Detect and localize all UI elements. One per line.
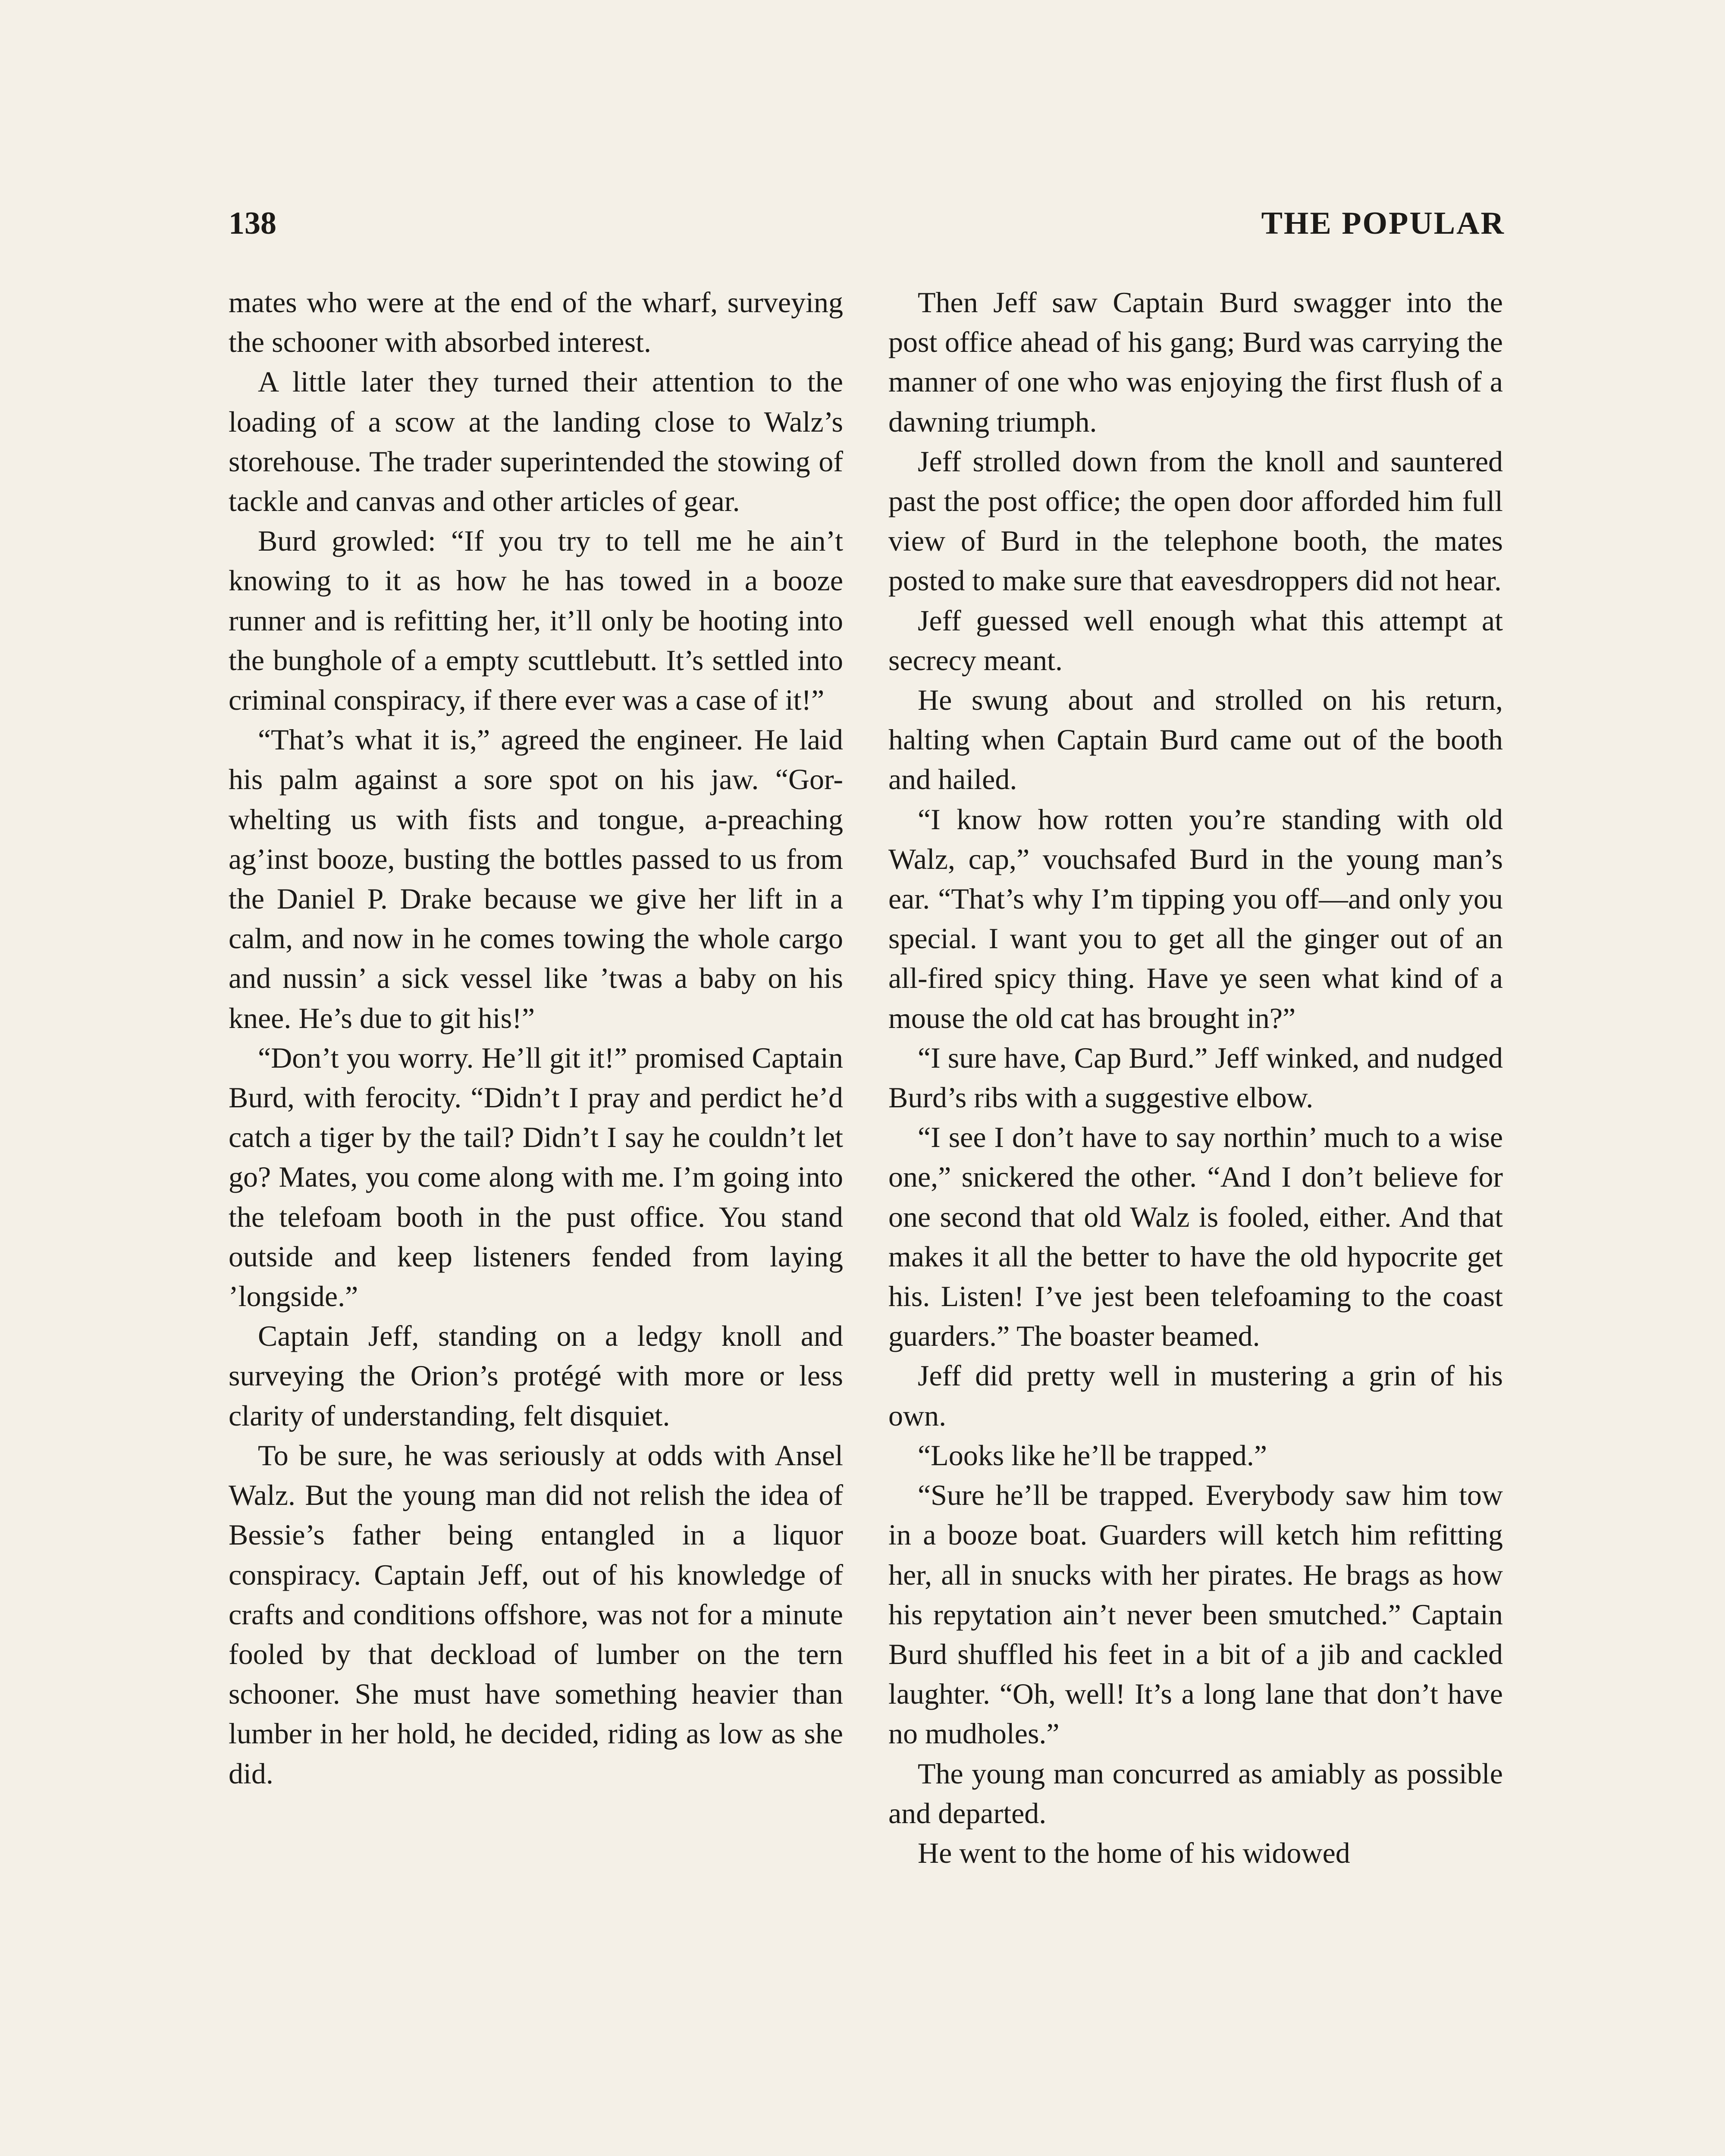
paragraph: To be sure, he was seriously at odds with Ansel Walz. But the young man did not relish the idea of Bessie’s father being entangled in a liquor conspiracy. Captain Jeff, out of his knowledge of crafts and conditions offshore, was not for a minute fooled by that deckload of lumber on the tern schooner. She must have something heavier than lumber in her hold, he decided, riding as low as she did. bbox=[229, 1438, 843, 1790]
paragraph: Then Jeff saw Captain Burd swagger into the post office ahead of his gang; Burd was carrying the manner of one who was enjoying the first flush of a dawning triumph. bbox=[888, 286, 1503, 438]
paragraph: Burd growled: “If you try to tell me he ain’t knowing to it as how he has towed in a booze runner and is refitting her, it’ll only be hooting into the bunghole of a empty scuttlebutt. It’s settled into criminal conspiracy, if there ever was a case of it!” bbox=[229, 524, 843, 717]
paragraph: A little later they turned their attention to the loading of a scow at the landing close to Walz’s storehouse. The trader superintended the stowing of tackle and canvas and other articles of gear. bbox=[229, 365, 843, 518]
left-column bbox=[229, 282, 843, 1793]
page-header bbox=[229, 205, 1505, 244]
paragraph: He swung about and strolled on his return, halting when Captain Burd came out of the booth and hailed. bbox=[888, 683, 1503, 796]
paragraph: “I sure have, Cap Burd.” Jeff winked, and nudged Burd’s ribs with a suggestive elbow. bbox=[888, 1041, 1503, 1114]
paragraph: “Sure he’ll be trapped. Everybody saw him tow in a booze boat. Guarders will ketch him refitting her, all in snucks with her pirates. He brags as how his repytation ain’t never been smutched.” Captain Burd shuffled his feet in a bit of a jib and cackled laughter. “Oh, well! It’s a long lane that don’t have no mudholes.” bbox=[888, 1479, 1503, 1750]
paragraph: “Don’t you worry. He’ll git it!” promised Captain Burd, with ferocity. “Didn’t I pray and perdict he’d catch a tiger by the tail? Didn’t I say he couldn’t let go? Mates, you come along with me. I’m going into the telefoam booth in the pust office. You stand outside and keep listeners fended from laying ’longside.” bbox=[229, 1041, 843, 1313]
paragraph: Jeff guessed well enough what this attempt at secrecy meant. bbox=[888, 604, 1503, 677]
paragraph: “That’s what it is,” agreed the engineer. He laid his palm against a sore spot on his jaw. “Gor-whelting us with fists and tongue, a-preaching ag’inst booze, busting the bottles passed to us from the Daniel P. Drake because we give her lift in a calm, and now in he comes towing the whole cargo and nussin’ a sick vessel like ’twas a baby on his knee. He’s due to git his!” bbox=[229, 723, 843, 1034]
paragraph: “I see I don’t have to say northin’ much to a wise one,” snickered the other. “And I don’t believe for one second that old Walz is fooled, either. And that makes it all the better to have the old hypocrite get his. Listen! I’ve jest been telefoaming to the coast guarders.” The boaster beamed. bbox=[888, 1121, 1503, 1353]
paragraph: The young man concurred as amiably as possible and departed. bbox=[888, 1757, 1503, 1830]
paragraph: Captain Jeff, standing on a ledgy knoll and surveying the Orion’s protégé with more or less clarity of understanding, felt disquiet. bbox=[229, 1319, 843, 1432]
paragraph: mates who were at the end of the wharf, surveying the schooner with absorbed interest. bbox=[229, 286, 843, 359]
right-column bbox=[888, 282, 1503, 1873]
paragraph: “Looks like he’ll be trapped.” bbox=[918, 1438, 1267, 1472]
paragraph: “I know how rotten you’re standing with old Walz, cap,” vouchsafed Burd in the young man’s ear. “That’s why I’m tipping you off—and only you special. I want you to get all the ginger out of an all-fired spicy thing. Have ye seen what kind of a mouse the old cat has brought in?” bbox=[888, 802, 1503, 1034]
paragraph: He went to the home of his widowed bbox=[918, 1836, 1350, 1869]
page-number: 138 bbox=[229, 206, 276, 241]
running-title: THE POPULAR bbox=[1261, 206, 1505, 241]
paragraph: Jeff did pretty well in mustering a grin of his own. bbox=[888, 1359, 1503, 1432]
paragraph: Jeff strolled down from the knoll and sauntered past the post office; the open door afforded him full view of Burd in the telephone booth, the mates posted to make sure that eavesdroppers did not hear. bbox=[888, 445, 1503, 597]
